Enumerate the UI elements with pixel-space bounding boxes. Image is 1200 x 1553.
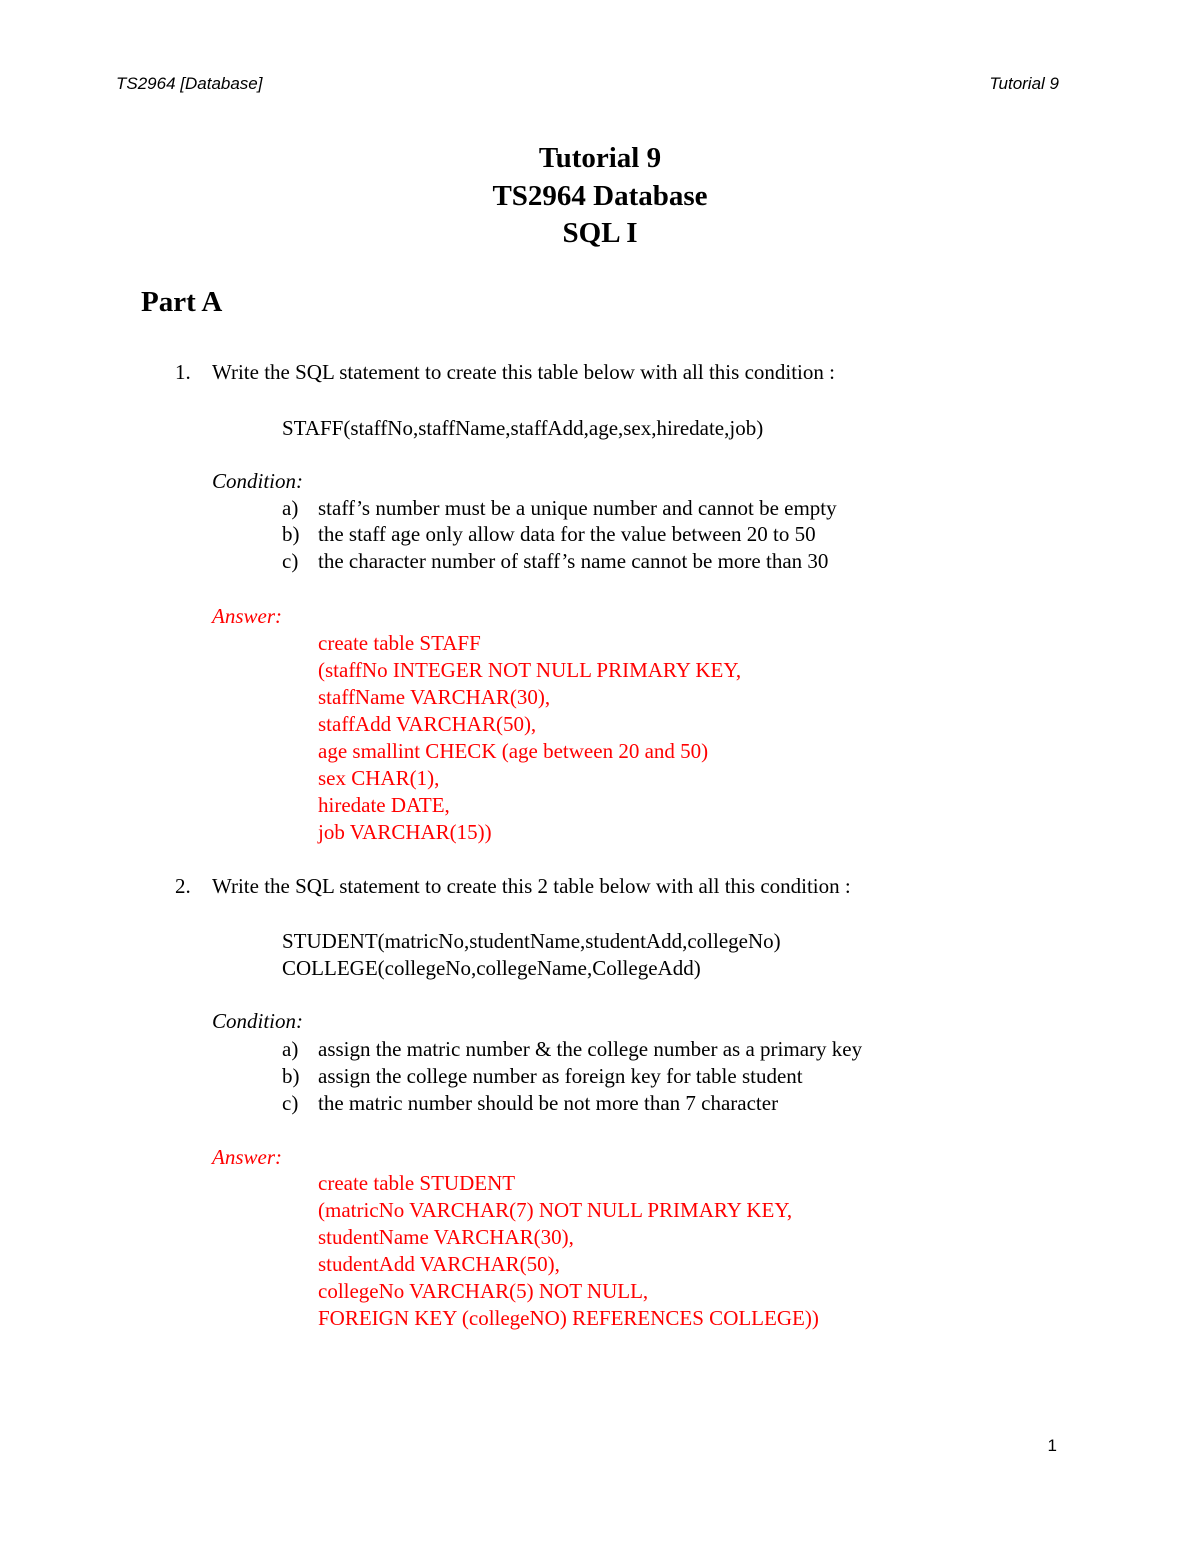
question-1-condition-a: staff’s number must be a unique number and cannot be empty [318, 496, 837, 520]
question-1-condition-b: the staff age only allow data for the value between 20 to 50 [318, 522, 816, 546]
question-2-condition-b-letter: b) [282, 1064, 300, 1088]
question-1-condition-c: the character number of staff’s name cannot be more than 30 [318, 549, 829, 573]
question-2-answer-line: create table STUDENT [318, 1171, 516, 1195]
question-2-answer-line: collegeNo VARCHAR(5) NOT NULL, [318, 1279, 649, 1303]
question-1-text: Write the SQL statement to create this table below with all this condition : [212, 360, 835, 384]
question-1-answer-line: sex CHAR(1), [318, 766, 440, 790]
title-line-2: TS2964 Database [492, 180, 708, 212]
question-1-answer-line: create table STAFF [318, 631, 481, 655]
question-2-number: 2. [175, 874, 191, 898]
running-header-right: Tutorial 9 [989, 74, 1059, 93]
running-header-left: TS2964 [Database] [116, 74, 263, 93]
page-number: 1 [1047, 1436, 1057, 1455]
question-1-number: 1. [175, 360, 191, 384]
question-1-answer-line: staffName VARCHAR(30), [318, 685, 551, 709]
part-heading: Part A [141, 286, 223, 318]
title-line-1: Tutorial 9 [538, 142, 662, 174]
question-1-answer-line: staffAdd VARCHAR(50), [318, 712, 537, 736]
question-2-answer-line: (matricNo VARCHAR(7) NOT NULL PRIMARY KEY, [318, 1198, 793, 1222]
question-1-condition-label: Condition: [212, 469, 304, 493]
question-2-condition-c-letter: c) [282, 1091, 299, 1115]
question-1-answer-line: age smallint CHECK (age between 20 and 50) [318, 739, 709, 763]
question-2-schema-student: STUDENT(matricNo,studentName,studentAdd,collegeNo) [282, 929, 781, 953]
question-1-answer-line: (staffNo INTEGER NOT NULL PRIMARY KEY, [318, 658, 742, 682]
question-1-condition-a-letter: a) [282, 496, 299, 520]
question-1-schema: STAFF(staffNo,staffName,staffAdd,age,sex,hiredate,job) [282, 416, 764, 440]
question-2-answer-label: Answer: [212, 1145, 282, 1169]
question-1-answer-line: hiredate DATE, [318, 793, 450, 817]
question-2-condition-a: assign the matric number & the college number as a primary key [318, 1037, 863, 1061]
question-1-condition-b-letter: b) [282, 522, 300, 546]
question-2-condition-label: Condition: [212, 1009, 304, 1033]
question-2-condition-b: assign the college number as foreign key for table student [318, 1064, 803, 1088]
question-2-answer-line: studentName VARCHAR(30), [318, 1225, 574, 1249]
question-2-condition-a-letter: a) [282, 1037, 299, 1061]
question-2-schema-college: COLLEGE(collegeNo,collegeName,CollegeAdd) [282, 956, 701, 980]
question-2-text: Write the SQL statement to create this 2 table below with all this condition : [212, 874, 851, 898]
question-1-condition-c-letter: c) [282, 549, 299, 573]
question-2-answer-line: FOREIGN KEY (collegeNO) REFERENCES COLLEGE)) [318, 1306, 819, 1330]
question-2-condition-c: the matric number should be not more than 7 character [318, 1091, 779, 1115]
question-1-answer-label: Answer: [212, 604, 282, 628]
title-line-3: SQL I [562, 217, 638, 249]
question-1-answer-line: job VARCHAR(15)) [318, 820, 492, 844]
question-2-answer-line: studentAdd VARCHAR(50), [318, 1252, 560, 1276]
